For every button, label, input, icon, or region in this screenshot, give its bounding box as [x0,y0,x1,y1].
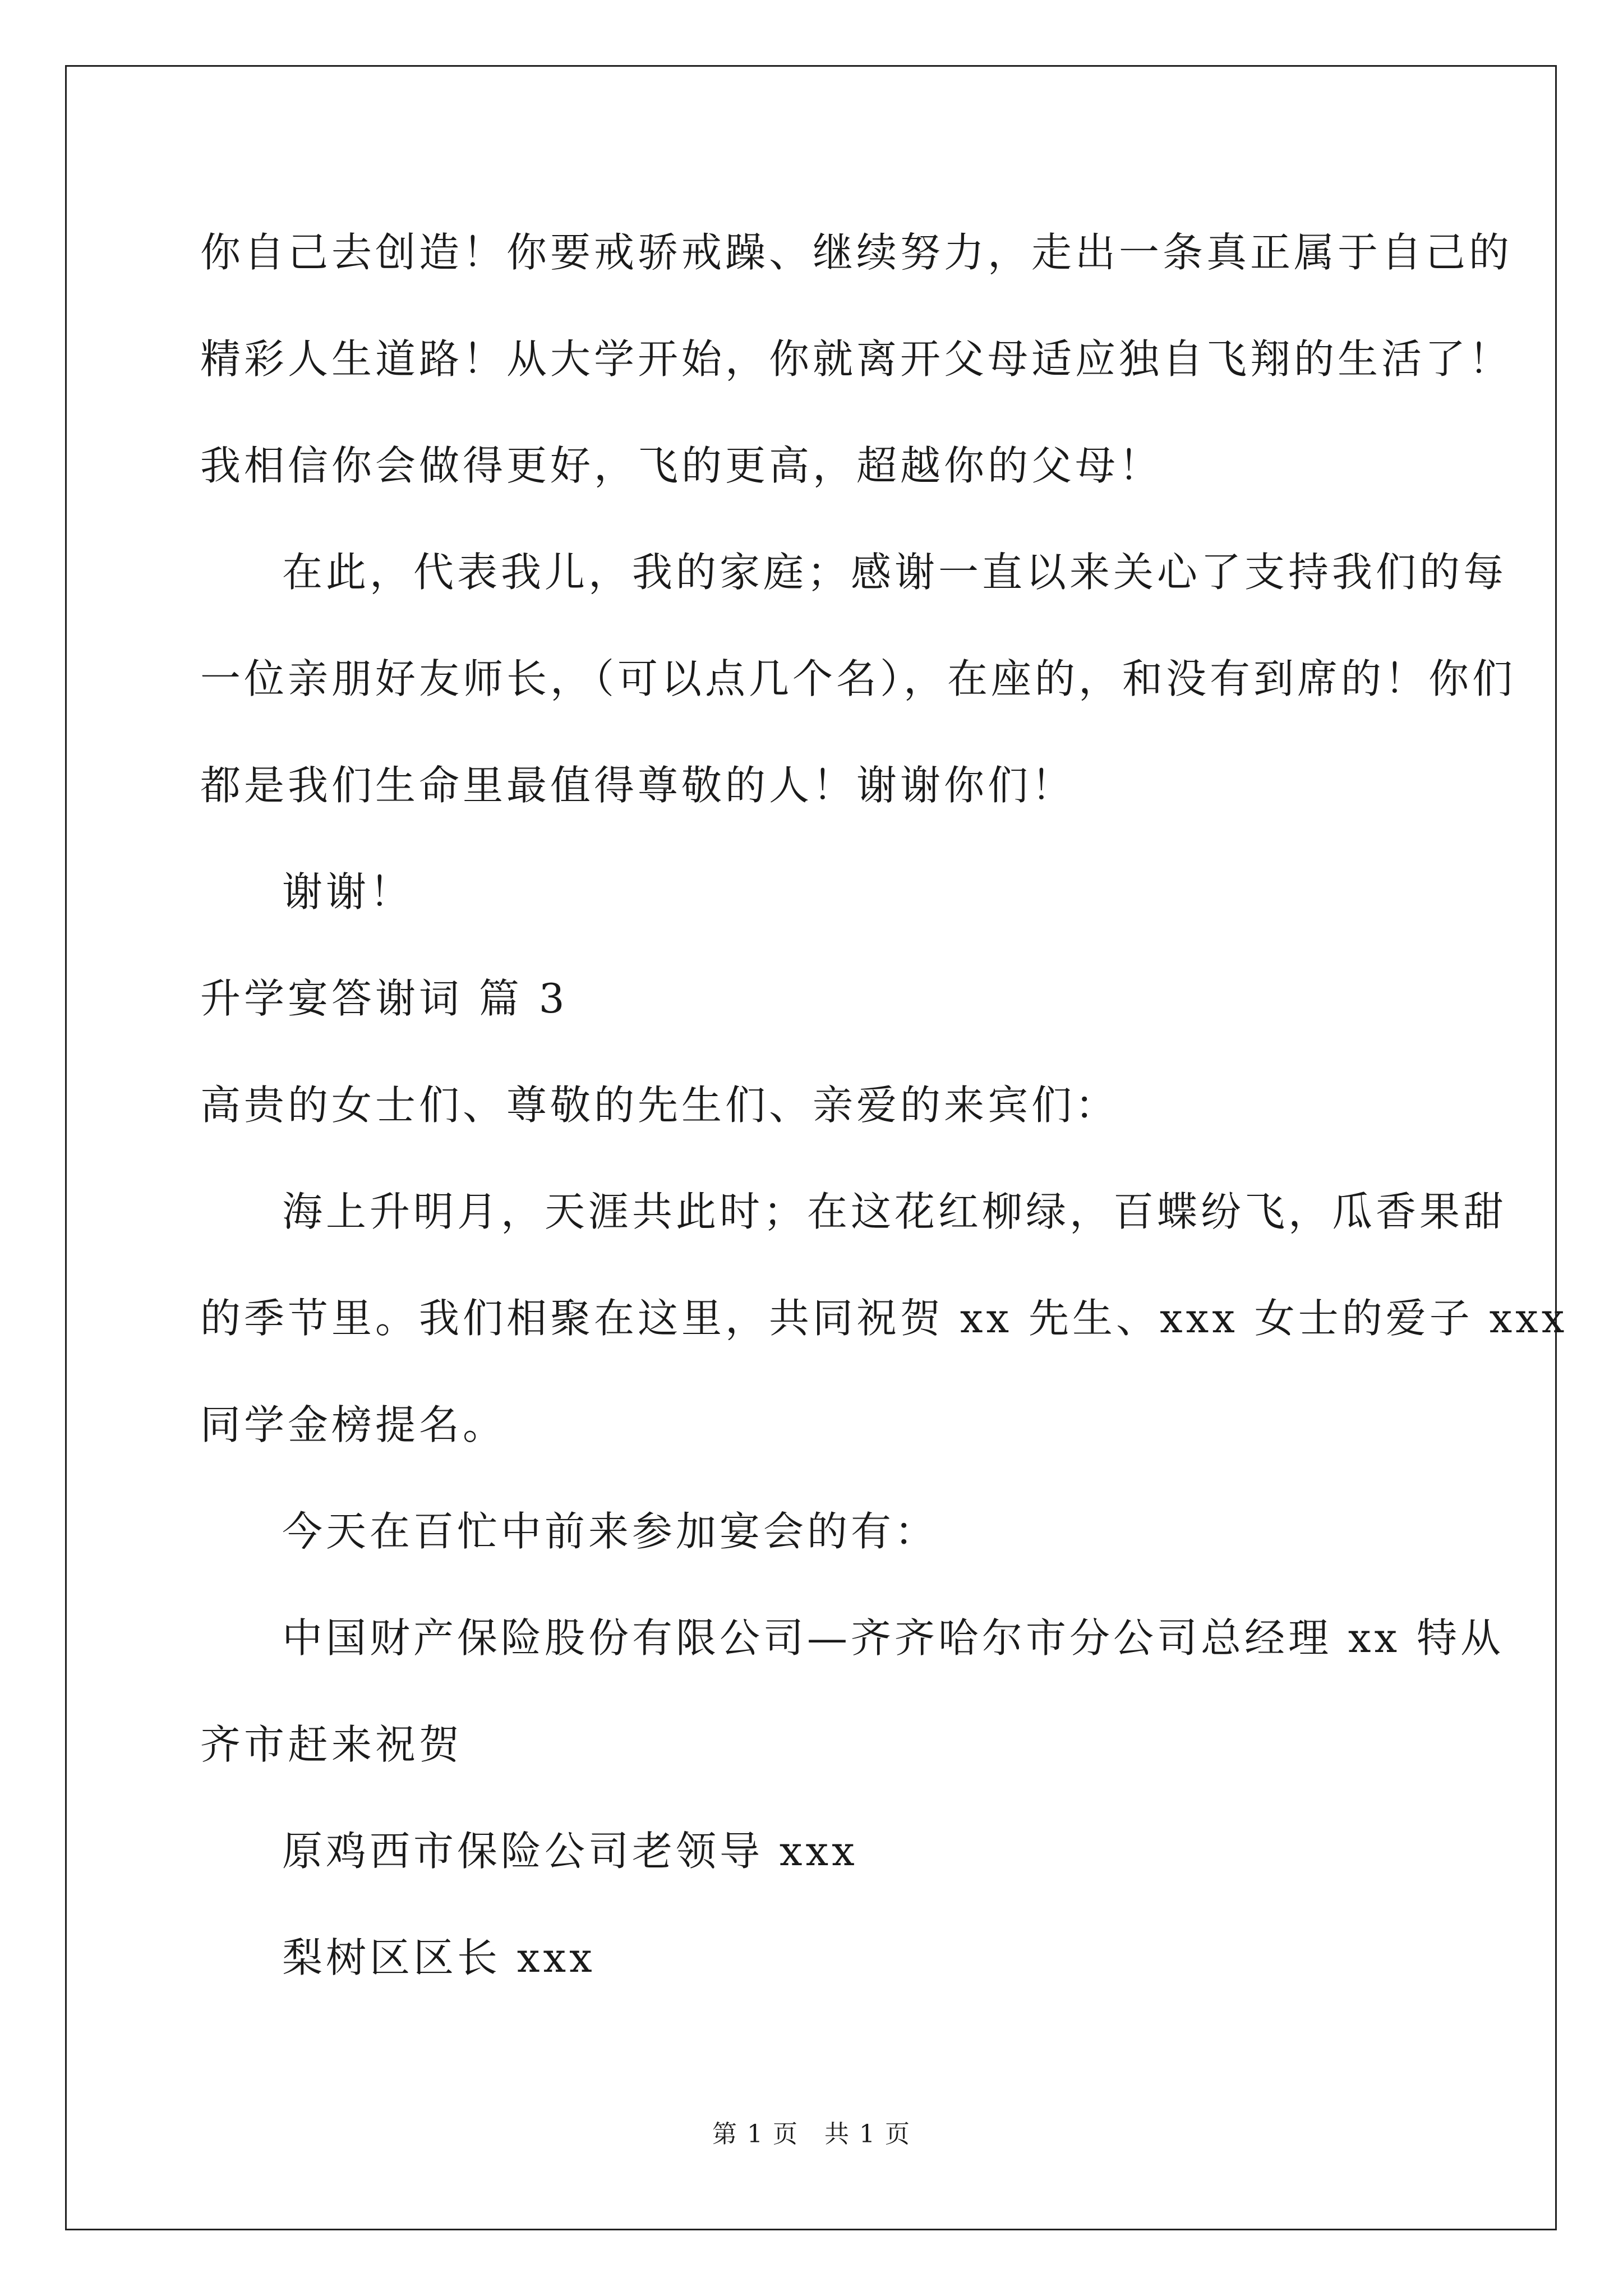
page-number-footer: 第 1 页 共 1 页 [712,2120,911,2148]
text-line: 你自己去创造！你要戒骄戒躁、继续努力，走出一条真正属于自己的 [200,229,1513,276]
text-line: 精彩人生道路！从大学开始，你就离开父母适应独自飞翔的生活了！ [200,335,1513,383]
text-line: 我相信你会做得更好，飞的更高，超越你的父母！ [200,442,1163,489]
page-border [65,65,1557,2230]
text-line: 海上升明月，天涯共此时；在这花红柳绿，百蝶纷飞，瓜香果甜 [282,1188,1507,1235]
text-line: 原鸡西市保险公司老领导 xxx [282,1828,858,1875]
text-line: 齐市赶来祝贺 [200,1721,463,1768]
text-line: 在此，代表我儿，我的家庭；感谢一直以来关心了支持我们的每 [282,549,1507,596]
text-line: 一位亲朋好友师长，（可以点几个名），在座的，和没有到席的！你们 [200,655,1516,702]
salutation: 高贵的女士们、尊敬的先生们、亲爱的来宾们： [200,1082,1119,1129]
text-line: 都是我们生命里最值得尊敬的人！谢谢你们！ [200,762,1076,809]
text-line: 梨树区区长 xxx [282,1934,596,1981]
section-heading: 升学宴答谢词 篇 3 [200,975,568,1022]
text-line: 谢谢！ [282,868,414,915]
text-line: 今天在百忙中前来参加宴会的有： [282,1508,939,1555]
text-line: 的季节里。我们相聚在这里，共同祝贺 xx 先生、xxx 女士的爱子 xxx [200,1295,1568,1342]
text-line: 中国财产保险股份有限公司—齐齐哈尔市分公司总经理 xx 特从 [282,1614,1504,1662]
text-line: 同学金榜提名。 [200,1401,507,1448]
